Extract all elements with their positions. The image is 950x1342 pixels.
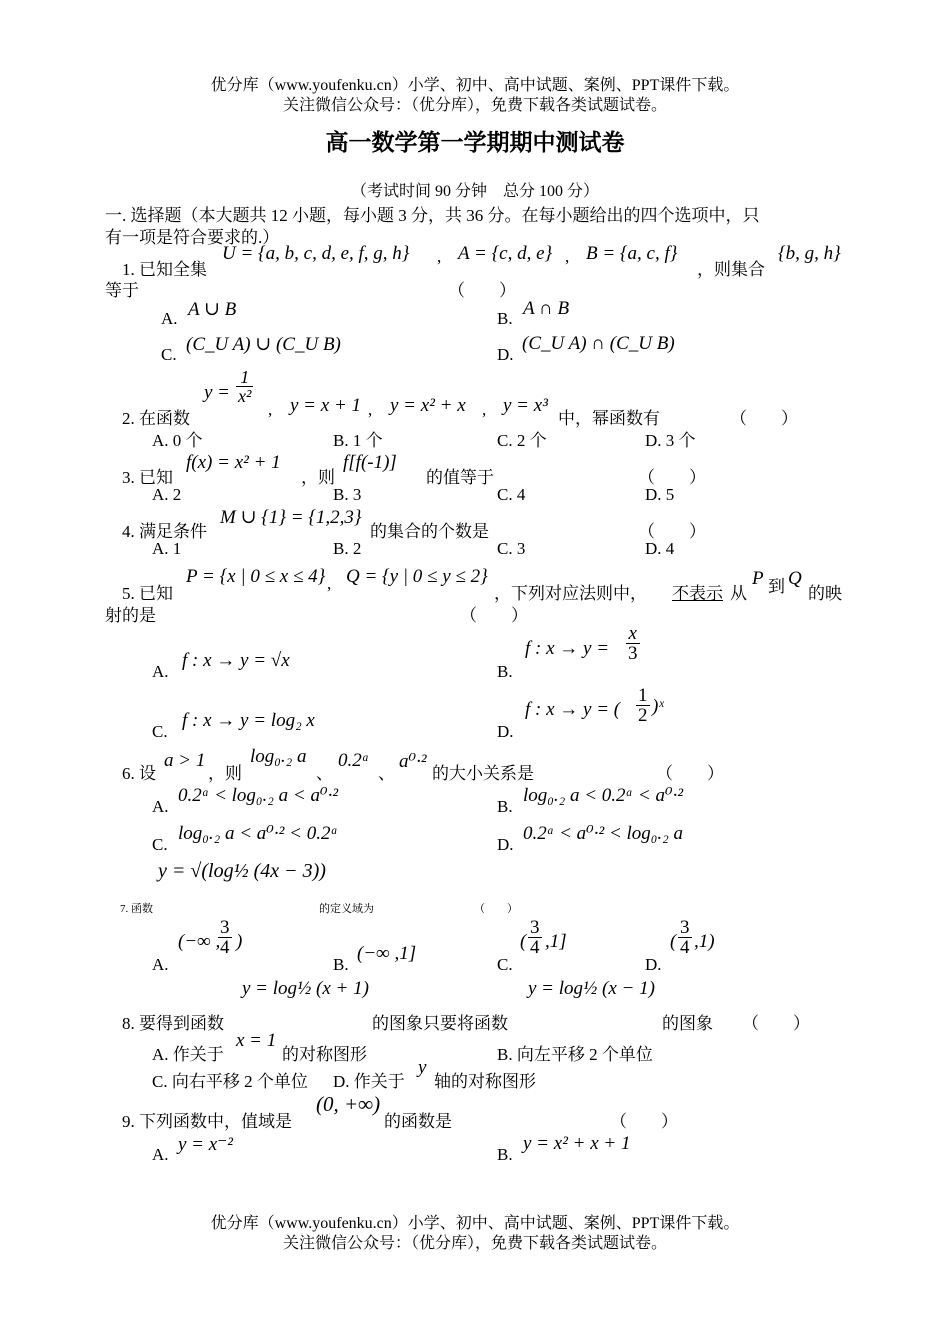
q7-option-c-fraction bbox=[528, 918, 542, 957]
q7-option-d-denominator: 4 bbox=[680, 937, 690, 958]
q6-answer-paren: （ ） bbox=[656, 764, 724, 783]
q5-option-c-label: C. bbox=[152, 722, 168, 741]
q1-option-b: A ∩ B bbox=[523, 298, 570, 319]
q2-option-b: B. 1 个 bbox=[333, 431, 383, 450]
q1-comma-2: , bbox=[565, 247, 570, 266]
q5-option-d-prefix: f : x → y = ( bbox=[525, 699, 621, 720]
q5-q-symbol: Q bbox=[788, 568, 802, 589]
q6-suffix: 的大小关系是 bbox=[432, 764, 534, 783]
q1-set-b: B = {a, c, f} bbox=[586, 243, 678, 264]
q3-suffix: 的值等于 bbox=[426, 468, 494, 487]
q4-answer-paren: （ ） bbox=[638, 522, 706, 541]
q3-prefix: 3. 已知 bbox=[122, 468, 173, 487]
q5-prefix: 5. 已知 bbox=[122, 584, 173, 603]
q6-sep-2: 、 bbox=[378, 764, 395, 783]
q2-func-2: y = x + 1 bbox=[290, 395, 362, 416]
q6-option-c-label: C. bbox=[152, 835, 168, 854]
q8-option-b: B. 向左平移 2 个单位 bbox=[497, 1045, 653, 1064]
q8-option-d-variable: y bbox=[418, 1057, 427, 1078]
q6-prefix: 6. 设 bbox=[122, 764, 156, 783]
q1-option-a: A ∪ B bbox=[188, 299, 237, 320]
q8-option-d-prefix: D. 作关于 bbox=[333, 1072, 405, 1091]
q5-from: 从 bbox=[730, 584, 747, 603]
q7-option-b-label: B. bbox=[333, 955, 349, 974]
q1-option-d-label: D. bbox=[497, 345, 514, 364]
q7-prefix: 7. 函数 bbox=[120, 903, 153, 915]
q1-comma-1: , bbox=[437, 247, 442, 266]
q1-option-d: (C_U A) ∩ (C_U B) bbox=[522, 333, 675, 354]
q6-option-d: 0.2ᵃ < a⁰·² < log₀.₂ a bbox=[523, 823, 684, 844]
q6-condition: a > 1 bbox=[164, 750, 206, 771]
q3-option-a: A. 2 bbox=[152, 485, 182, 504]
subtitle: （考试时间 90 分钟 总分 100 分） bbox=[350, 183, 599, 200]
q1-target-set: {b, g, h} bbox=[778, 243, 841, 264]
q4-option-b: B. 2 bbox=[333, 539, 362, 558]
q2-comma-3: , bbox=[482, 400, 487, 419]
q5-option-b-numerator: x bbox=[626, 624, 640, 644]
q7-option-c-label: C. bbox=[497, 955, 513, 974]
footer-line-1: 优分库（www.youfenku.cn）小学、初中、高中试题、案例、PPT课件下载。 bbox=[210, 1215, 740, 1232]
q1-option-b-label: B. bbox=[497, 309, 513, 328]
q2-answer-paren: （ ） bbox=[730, 409, 798, 428]
q2-func-1-numerator: 1 bbox=[236, 368, 253, 387]
q9-range: (0, +∞) bbox=[316, 1092, 381, 1116]
q2-func-1: y = bbox=[204, 382, 231, 403]
q5-comma: , bbox=[327, 574, 332, 593]
q9-option-a: y = x⁻² bbox=[178, 1134, 233, 1155]
q8-option-d-suffix: 轴的对称图形 bbox=[434, 1072, 536, 1091]
q7-option-d-label: D. bbox=[645, 955, 662, 974]
q8-prefix: 8. 要得到函数 bbox=[122, 1014, 224, 1033]
q6-mid: ，则 bbox=[208, 764, 242, 783]
page-title: 高一数学第一学期期中测试卷 bbox=[325, 130, 625, 155]
q6-expr-1: log₀.₂ a bbox=[250, 746, 307, 767]
q5-answer-paren: （ ） bbox=[460, 606, 528, 625]
q2-suffix: 中，幂函数有 bbox=[558, 409, 660, 428]
q8-option-c: C. 向右平移 2 个单位 bbox=[152, 1072, 308, 1091]
q7-option-a-numerator: 3 bbox=[220, 917, 230, 938]
q7-option-a-fraction bbox=[218, 918, 232, 957]
q9-option-b-label: B. bbox=[497, 1145, 513, 1164]
q8-option-a-prefix: A. 作关于 bbox=[152, 1045, 224, 1064]
q7-option-a-denominator: 4 bbox=[220, 937, 230, 958]
q3-option-b: B. 3 bbox=[333, 485, 362, 504]
q5-option-a: f : x → y = √x bbox=[182, 650, 290, 671]
q7-option-a-label: A. bbox=[152, 955, 169, 974]
q7-option-c-numerator: 3 bbox=[530, 917, 540, 938]
q8-function-1: y = log½ (x + 1) bbox=[242, 978, 369, 999]
q6-option-b: log₀.₂ a < 0.2ᵃ < a⁰·² bbox=[523, 785, 684, 806]
q5-option-b-fraction bbox=[626, 624, 640, 663]
q3-answer-paren: （ ） bbox=[638, 468, 706, 487]
q9-answer-paren: （ ） bbox=[610, 1112, 678, 1131]
q7-suffix: 的定义域为 bbox=[319, 903, 374, 915]
q6-expr-3: a⁰·² bbox=[399, 751, 427, 772]
q7-answer-paren: （ ） bbox=[474, 903, 518, 915]
q5-option-d-numerator: 1 bbox=[638, 685, 648, 706]
q6-option-a: 0.2ᵃ < log₀.₂ a < a⁰·² bbox=[178, 785, 339, 806]
q7-option-c-denominator: 4 bbox=[530, 937, 540, 958]
q7-option-d-prefix: ( bbox=[670, 931, 677, 952]
q1-answer-paren: （ ） bbox=[448, 281, 516, 300]
q2-func-1-denominator: x² bbox=[238, 386, 252, 406]
q8-mid: 的图象只要将函数 bbox=[372, 1014, 508, 1033]
q1-option-c-label: C. bbox=[161, 345, 177, 364]
q5-p-symbol: P bbox=[752, 568, 764, 589]
q7-option-d-fraction bbox=[678, 918, 692, 957]
section-instruction-line-2: 有一项是符合要求的.） bbox=[105, 228, 280, 247]
q9-option-b: y = x² + x + 1 bbox=[523, 1133, 631, 1154]
section-instruction-line-1: 一. 选择题（本大题共 12 小题，每小题 3 分，共 36 分。在每小题给出的四个选项中，只 bbox=[105, 206, 760, 225]
q1-prefix: 1. 已知全集 bbox=[122, 260, 207, 279]
q5-option-c: f : x → y = log₂ x bbox=[182, 710, 315, 731]
q3-expression: f[f(-1)] bbox=[343, 452, 397, 473]
q3-option-d: D. 5 bbox=[645, 485, 675, 504]
q1-mid: ，则集合 bbox=[697, 260, 765, 279]
q8-answer-paren: （ ） bbox=[742, 1014, 810, 1033]
q2-func-1-fraction bbox=[236, 368, 253, 405]
q7-option-a-prefix: (−∞ , bbox=[178, 931, 221, 952]
q7-option-a-suffix: ) bbox=[236, 931, 243, 952]
q7-option-c-prefix: ( bbox=[520, 931, 527, 952]
q5-line-2: 射的是 bbox=[105, 606, 156, 625]
header-line-1: 优分库（www.youfenku.cn）小学、初中、高中试题、案例、PPT课件下载。 bbox=[210, 77, 740, 94]
q3-mid: ，则 bbox=[301, 468, 335, 487]
header-line-2: 关注微信公众号：（优分库），免费下载各类试题试卷。 bbox=[282, 97, 667, 114]
q5-option-a-label: A. bbox=[152, 662, 169, 681]
q9-suffix: 的函数是 bbox=[384, 1112, 452, 1131]
q5-suffix: 的映 bbox=[808, 584, 842, 603]
q5-to: 到 bbox=[768, 577, 785, 596]
q3-function: f(x) = x² + 1 bbox=[186, 452, 281, 473]
q7-option-c-suffix: ,1] bbox=[545, 931, 567, 952]
q6-expr-2: 0.2ᵃ bbox=[338, 750, 370, 771]
q4-expression: M ∪ {1} = {1,2,3} bbox=[220, 507, 362, 528]
footer-line-2: 关注微信公众号：（优分库），免费下载各类试题试卷。 bbox=[282, 1235, 667, 1252]
q4-option-d: D. 4 bbox=[645, 539, 675, 558]
q4-option-a: A. 1 bbox=[152, 539, 182, 558]
q2-comma-2: , bbox=[368, 400, 373, 419]
q4-prefix: 4. 满足条件 bbox=[122, 522, 207, 541]
q5-option-d-suffix: )ˣ bbox=[652, 696, 664, 717]
q2-option-d: D. 3 个 bbox=[645, 431, 696, 450]
q6-option-d-label: D. bbox=[497, 835, 514, 854]
q5-option-d-denominator: 2 bbox=[638, 705, 648, 726]
q2-func-3: y = x² + x bbox=[390, 395, 466, 416]
q5-set-p: P = {x | 0 ≤ x ≤ 4} bbox=[186, 566, 326, 587]
q4-suffix: 的集合的个数是 bbox=[370, 522, 489, 541]
q2-comma-1: , bbox=[268, 400, 273, 419]
q5-set-q: Q = {y | 0 ≤ y ≤ 2} bbox=[346, 566, 488, 587]
q5-option-b-prefix: f : x → y = bbox=[525, 638, 610, 659]
q8-option-a-suffix: 的对称图形 bbox=[282, 1045, 367, 1064]
q5-option-d-fraction bbox=[636, 686, 650, 725]
q7-option-b: (−∞ ,1] bbox=[357, 943, 417, 964]
q1-set-u: U = {a, b, c, d, e, f, g, h} bbox=[222, 243, 410, 264]
q6-option-c: log₀.₂ a < a⁰·² < 0.2ᵃ bbox=[178, 823, 339, 844]
q5-option-b-denominator: 3 bbox=[628, 643, 638, 664]
q7-formula: y = √(log½ (4x − 3)) bbox=[158, 860, 326, 882]
q3-option-c: C. 4 bbox=[497, 485, 526, 504]
q4-option-c: C. 3 bbox=[497, 539, 526, 558]
q1-suffix: 等于 bbox=[105, 281, 139, 300]
q9-prefix: 9. 下列函数中，值域是 bbox=[122, 1112, 292, 1131]
q2-prefix: 2. 在函数 bbox=[122, 409, 190, 428]
q5-underlined-text: 不表示 bbox=[672, 584, 723, 603]
q7-option-d-numerator: 3 bbox=[680, 917, 690, 938]
q2-option-a: A. 0 个 bbox=[152, 431, 203, 450]
q1-option-a-label: A. bbox=[161, 309, 178, 328]
q1-set-a: A = {c, d, e} bbox=[458, 243, 553, 264]
q6-option-a-label: A. bbox=[152, 797, 169, 816]
q8-function-2: y = log½ (x − 1) bbox=[528, 978, 655, 999]
q5-option-b-label: B. bbox=[497, 662, 513, 681]
q6-sep-1: 、 bbox=[316, 764, 333, 783]
q7-option-d-suffix: ,1) bbox=[694, 931, 715, 952]
q5-mid: ，下列对应法则中， bbox=[494, 584, 647, 603]
q5-option-d-label: D. bbox=[497, 722, 514, 741]
q9-option-a-label: A. bbox=[152, 1145, 169, 1164]
q6-option-b-label: B. bbox=[497, 797, 513, 816]
q2-option-c: C. 2 个 bbox=[497, 431, 547, 450]
q8-option-a-equation: x = 1 bbox=[236, 1030, 277, 1051]
q1-option-c: (C_U A) ∪ (C_U B) bbox=[186, 334, 341, 355]
q2-func-4: y = x³ bbox=[503, 395, 548, 416]
q8-suffix: 的图象 bbox=[662, 1014, 713, 1033]
